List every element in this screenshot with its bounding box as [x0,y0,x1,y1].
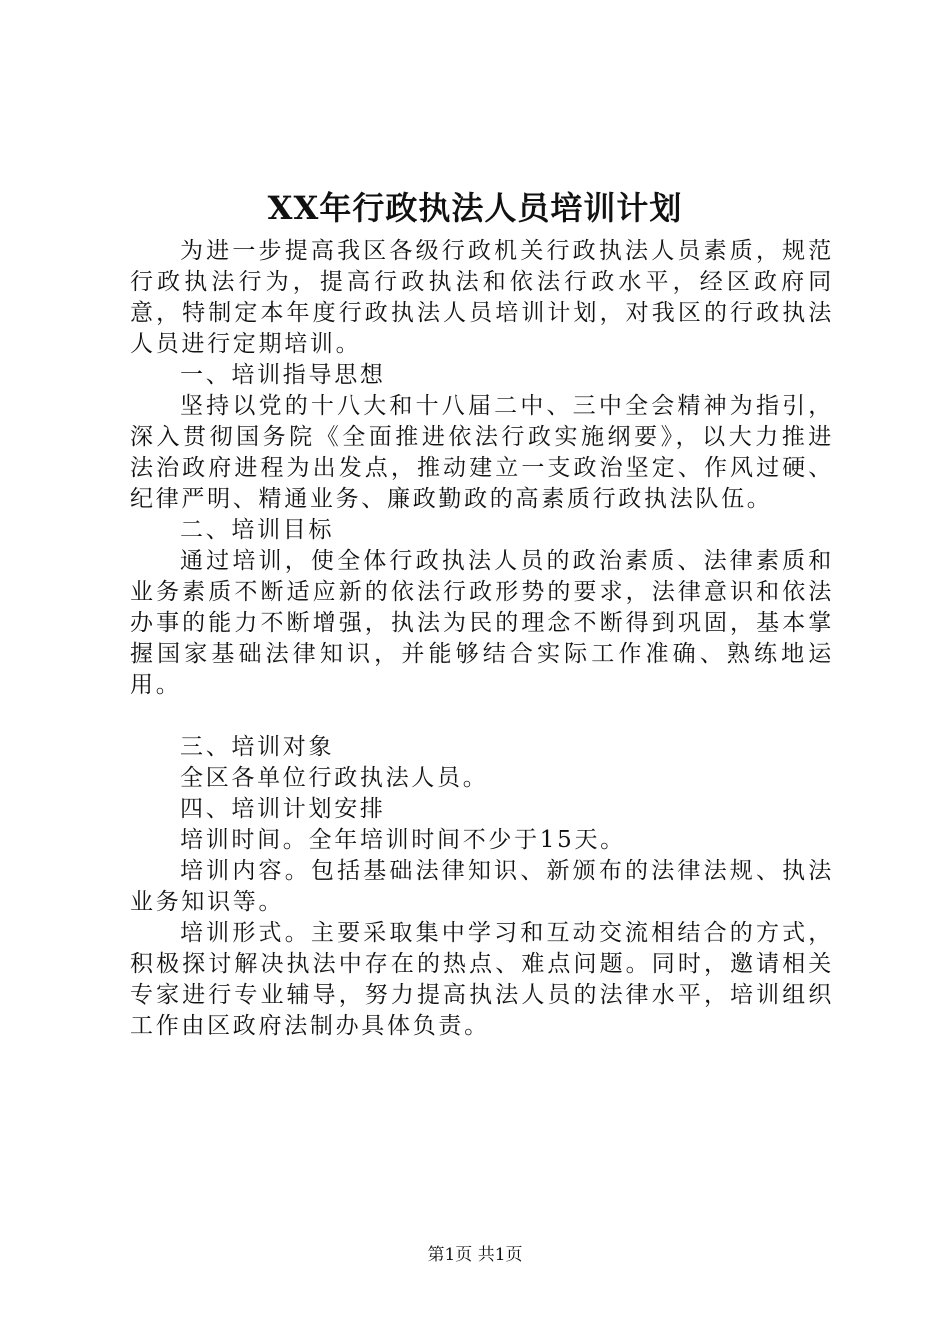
page-footer: 第1页 共1页 [427,1245,523,1265]
training-goals-paragraph: 通过培训，使全体行政执法人员的政治素质、法律素质和业务素质不断适应新的依法行政形势的要求，法律意识和依法办事的能力不断增强，执法为民的理念不断得到巩固，基本掌握国家基础法律知识，并能够结合实际工作准确、熟练地运用。 [130,548,834,698]
section-heading-guiding-ideology: 一、培训指导思想 [180,362,386,388]
document-body [130,236,834,1042]
training-targets-paragraph: 全区各单位行政执法人员。 [180,765,489,791]
training-format-paragraph: 培训形式。主要采取集中学习和互动交流相结合的方式，积极探讨解决执法中存在的热点、难点问题。同时，邀请相关专家进行专业辅导，努力提高执法人员的法律水平，培训组织工作由区政府法制办具体负责。 [130,920,834,1039]
training-content-paragraph: 培训内容。包括基础法律知识、新颁布的法律法规、执法业务知识等。 [130,858,834,915]
intro-paragraph: 为进一步提高我区各级行政机关行政执法人员素质，规范行政执法行为，提高行政执法和依法行政水平，经区政府同意，特制定本年度行政执法人员培训计划，对我区的行政执法人员进行定期培训。 [130,238,834,357]
section-heading-training-targets: 三、培训对象 [180,734,335,760]
section-heading-training-schedule: 四、培训计划安排 [180,796,386,822]
blank-line [130,701,834,732]
training-time-paragraph: 培训时间。全年培训时间不少于15天。 [180,827,626,853]
section-heading-training-goals: 二、培训目标 [180,517,335,543]
guiding-ideology-paragraph: 坚持以党的十八大和十八届二中、三中全会精神为指引，深入贯彻国务院《全面推进依法行政实施纲要》，以大力推进法治政府进程为出发点，推动建立一支政治坚定、作风过硬、纪律严明、精通业务、廉政勤政的高素质行政执法队伍。 [130,393,834,512]
document-title: XX年行政执法人员培训计划 [267,189,683,227]
